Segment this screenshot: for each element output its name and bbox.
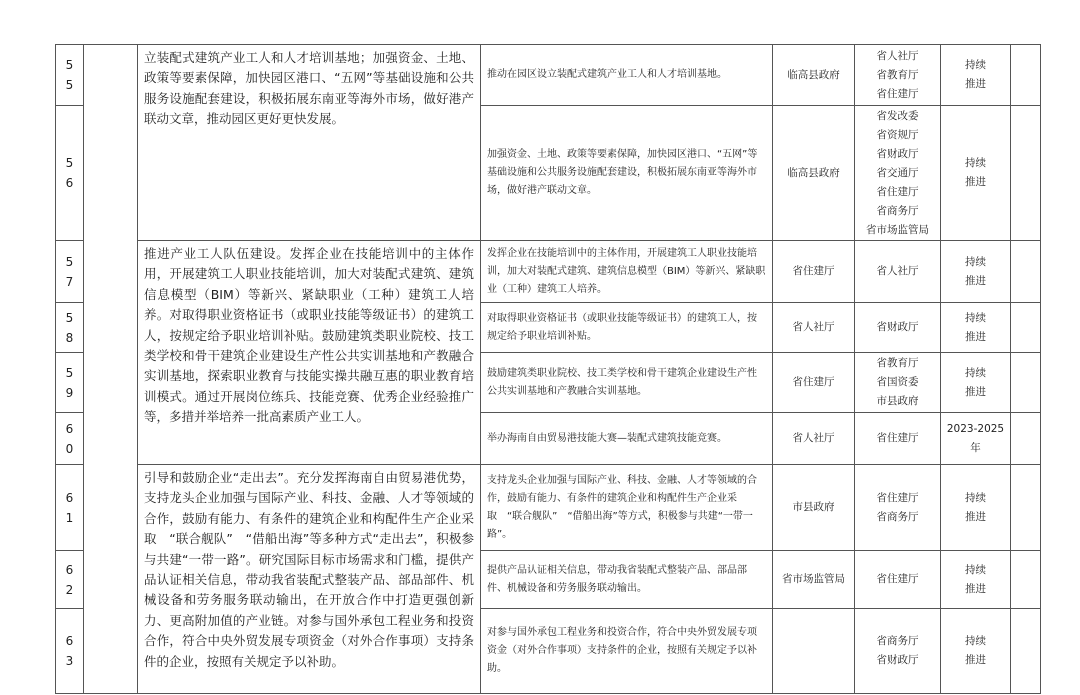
task-text: 鼓励建筑类职业院校、技工类学校和骨干建筑企业建设生产性公共实训基地和产教融合实训基地。 [481,353,773,413]
remark-cell [1011,465,1041,551]
time-limit: 持续推进 [941,551,1011,609]
remark-cell [1011,551,1041,609]
measure-text: 引导和鼓励企业“走出去”。充分发挥海南自由贸易港优势，支持龙头企业加强与国际产业、科技、金融、人才等领域的合作，鼓励有能力、有条件的建筑企业和构配件生产企业采取 “联合舰队” “借船出海”等多种方式“走出去”，积极参与共建“一带一路”。研究国际目标市场需求和门槛，提供产品认证相关信息，带动我省装配式整装产品、部品部件、机械设备和劳务服务联动输出，在开放合作中打造更强创新力、更高附加值的产业链。对参与国外承包工程业务和投资合作，符合中央外贸发展专项资金（对外合作事项）支持条件的企业，按照有关规定予以补助。 [138,465,481,694]
support-units: 省住建厅 [855,551,941,609]
support-units: 省财政厅 [855,303,941,353]
category-cell [84,45,138,694]
time-limit: 持续推进 [941,241,1011,303]
task-text: 提供产品认证相关信息，带动我省装配式整装产品、部品部件、机械设备和劳务服务联动输出。 [481,551,773,609]
task-table [55,44,1041,694]
table-row [56,241,1041,303]
task-text: 对参与国外承包工程业务和投资合作，符合中央外贸发展专项资金（对外合作事项）支持条件的企业，按照有关规定予以补助。 [481,609,773,694]
time-limit: 持续推进 [941,609,1011,694]
task-text: 发挥企业在技能培训中的主体作用，开展建筑工人职业技能培训，加大对装配式建筑、建筑信息模型（BIM）等新兴、紧缺职业（工种）建筑工人培养。 [481,241,773,303]
remark-cell [1011,353,1041,413]
task-text: 推动在园区设立装配式建筑产业工人和人才培训基地。 [481,45,773,106]
remark-cell [1011,241,1041,303]
support-units: 省发改委 省资规厅 省财政厅 省交通厅 省住建厅 省商务厅 省市场监管局 [855,106,941,241]
lead-unit: 市县政府 [773,465,855,551]
task-text: 支持龙头企业加强与国际产业、科技、金融、人才等领域的合作，鼓励有能力、有条件的建筑企业和构配件生产企业采取 “联合舰队” “借船出海”等方式，积极参与共建“一带一路”。 [481,465,773,551]
time-limit: 持续推进 [941,106,1011,241]
lead-unit: 省市场监管局 [773,551,855,609]
support-units: 省住建厅 省商务厅 [855,465,941,551]
lead-unit [773,609,855,694]
task-text: 加强资金、土地、政策等要素保障，加快园区港口、“五网”等基础设施和公共服务设施配套建设，积极拓展东南亚等海外市场，做好港产联动文章。 [481,106,773,241]
time-limit: 持续推进 [941,45,1011,106]
measure-text: 推进产业工人队伍建设。发挥企业在技能培训中的主体作用，开展建筑工人职业技能培训，加大对装配式建筑、建筑信息模型（BIM）等新兴、紧缺职业（工种）建筑工人培养。对取得职业资格证书（或职业技能等级证书）的建筑工人，按规定给予职业培训补贴。鼓励建筑类职业院校、技工类学校和骨干建筑企业建设生产性公共实训基地和产教融合实训基地，探索职业教育与技能实操共融互惠的职业教育培训模式。通过开展岗位练兵、技能竞赛、优秀企业经验推广等，多措并举培养一批高素质产业工人。 [138,241,481,465]
table-row [56,45,1041,106]
row-number: 61 [56,465,84,551]
support-units: 省住建厅 [855,413,941,465]
table-row [56,465,1041,551]
row-number: 56 [56,106,84,241]
support-units: 省教育厅 省国资委 市县政府 [855,353,941,413]
row-number: 59 [56,353,84,413]
lead-unit: 省人社厅 [773,413,855,465]
row-number: 55 [56,45,84,106]
task-text: 举办海南自由贸易港技能大赛—装配式建筑技能竞赛。 [481,413,773,465]
remark-cell [1011,413,1041,465]
task-text: 对取得职业资格证书（或职业技能等级证书）的建筑工人，按规定给予职业培训补贴。 [481,303,773,353]
row-number: 58 [56,303,84,353]
time-limit: 持续推进 [941,353,1011,413]
support-units: 省人社厅 省教育厅 省住建厅 [855,45,941,106]
support-units: 省商务厅 省财政厅 [855,609,941,694]
remark-cell [1011,45,1041,106]
time-limit: 持续推进 [941,465,1011,551]
row-number: 60 [56,413,84,465]
lead-unit: 临高县政府 [773,106,855,241]
measure-text: 立装配式建筑产业工人和人才培训基地；加强资金、土地、政策等要素保障，加快园区港口、“五网”等基础设施和公共服务设施配套建设，积极拓展东南亚等海外市场，做好港产联动文章，推动园区更好更快发展。 [138,45,481,241]
remark-cell [1011,609,1041,694]
row-number: 63 [56,609,84,694]
remark-cell [1011,303,1041,353]
lead-unit: 省住建厅 [773,353,855,413]
time-limit: 2023-2025 年 [941,413,1011,465]
lead-unit: 临高县政府 [773,45,855,106]
remark-cell [1011,106,1041,241]
row-number: 57 [56,241,84,303]
lead-unit: 省人社厅 [773,303,855,353]
time-limit: 持续推进 [941,303,1011,353]
lead-unit: 省住建厅 [773,241,855,303]
row-number: 62 [56,551,84,609]
support-units: 省人社厅 [855,241,941,303]
